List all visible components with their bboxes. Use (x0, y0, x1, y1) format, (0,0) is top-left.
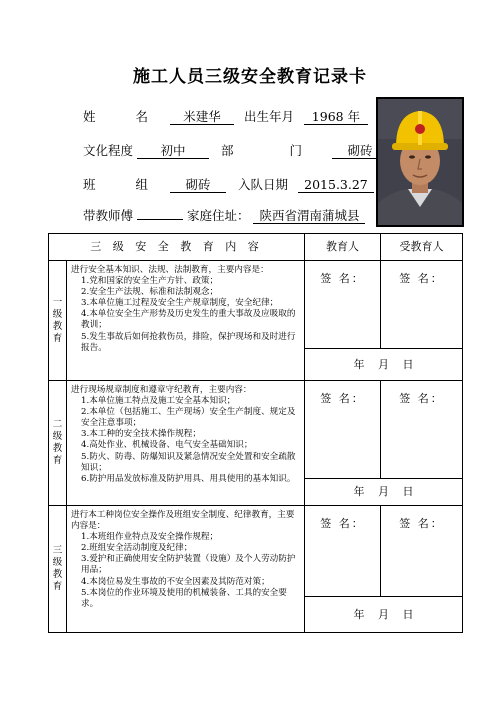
level-3-label (49, 506, 67, 633)
address-value: 陕西省渭南蒲城县 (253, 209, 365, 224)
header-educator: 教育人 (305, 234, 381, 261)
level-2-date[interactable]: 年 月 日 (305, 479, 463, 506)
level-1-date[interactable]: 年 月 日 (305, 349, 463, 381)
edu-value: 初中 (137, 144, 209, 159)
level-1-label (49, 261, 67, 381)
dept-label: 部 门 (220, 143, 328, 158)
level-1-char: 级 (52, 308, 63, 320)
level-2-content (67, 381, 305, 506)
level-3-intro: 进行本工种岗位安全操作及班组安全制度、纪律教育，主要内容是： (71, 510, 295, 532)
education-table (48, 233, 463, 633)
birth-label: 出生年月 (243, 109, 294, 124)
level-3-row (49, 506, 463, 597)
level-2-educatee-sign[interactable] (381, 381, 463, 479)
level-3-item: 3.爱护和正确使用安全防护装置（设施）及个人劳动防护用品； (81, 554, 296, 576)
level-2-label (49, 381, 67, 506)
header-educatee: 受教育人 (381, 234, 463, 261)
level-2-char: 育 (52, 455, 63, 466)
level-2-item: 5.防火、防毒、防爆知识及紧急情况安全处置和安全疏散知识； (81, 451, 296, 473)
mentor-label: 带教师傅 (83, 208, 134, 223)
level-2-item: 1.本单位施工特点及施工安全基本知识； (81, 396, 236, 407)
team-row (83, 175, 374, 193)
header-content: 三 级 安 全 教 育 内 容 (49, 234, 305, 261)
level-1-item: 1.党和国家的安全生产方针、政策； (81, 276, 219, 287)
edu-label: 文化程度 (83, 143, 134, 158)
level-3-date[interactable]: 年 月 日 (305, 597, 463, 633)
level-1-intro: 进行安全基本知识、法规、法制教育，主要内容是： (71, 265, 269, 275)
level-2-item: 4.高处作业、机械设备、电气安全基础知识； (81, 440, 253, 451)
name-value: 米建华 (170, 110, 234, 125)
level-3-content (67, 506, 305, 633)
table-header-row (49, 234, 463, 261)
level-1-char: 育 (52, 332, 63, 344)
birth-value: 1968 年 (304, 110, 368, 125)
level-3-char: 教 (52, 569, 63, 580)
level-1-char: 一 (52, 296, 63, 308)
mentor-row (83, 206, 365, 224)
level-2-char: 教 (52, 443, 63, 454)
level-2-educator-sign[interactable] (305, 381, 381, 479)
join-value: 2015.3.27 (298, 178, 374, 193)
level-1-content (67, 261, 305, 381)
level-3-char: 育 (52, 581, 63, 592)
level-2-char: 二 (52, 419, 63, 430)
level-1-educatee-sign[interactable] (381, 261, 463, 349)
dept-value: 砌砖 (332, 144, 388, 159)
level-3-educator-sign[interactable] (305, 506, 381, 597)
level-1-item: 3.本单位施工过程及安全生产规章制度，安全纪律； (81, 298, 279, 309)
name-label: 姓 名 (83, 109, 166, 124)
level-2-intro: 进行现场规章制度和遵章守纪教育，主要内容： (71, 385, 252, 395)
sign-label: 签 名： (320, 392, 365, 405)
level-3-item: 5.本岗位的作业环境及使用的机械装备、工具的安全要求。 (81, 587, 287, 609)
sign-label: 签 名： (399, 517, 444, 530)
level-3-char: 级 (52, 557, 63, 568)
sign-label: 签 名： (399, 272, 444, 285)
level-1-row (49, 261, 463, 349)
edu-row (83, 141, 388, 159)
address-label: 家庭住址： (186, 208, 250, 223)
worker-photo (376, 97, 464, 227)
level-2-item: 6.防护用品发放标准及防护用具、用具使用的基本知识。 (81, 473, 296, 484)
level-3-educatee-sign[interactable] (381, 506, 463, 597)
level-2-item: 2.本单位（包括施工、生产现场）安全生产制度、规定及安全注意事项； (81, 407, 296, 429)
level-3-item: 1.本班组作业特点及安全操作规程； (81, 532, 219, 543)
name-row (83, 107, 368, 125)
level-2-char: 级 (52, 431, 63, 442)
level-2-item: 3.本工种的安全技术操作规程； (81, 429, 201, 440)
level-1-educator-sign[interactable] (305, 261, 381, 349)
sign-label: 签 名： (320, 272, 365, 285)
sign-label: 签 名： (320, 517, 365, 530)
card-title: 施工人员三级安全教育记录卡 (133, 67, 367, 87)
level-3-char: 三 (52, 545, 63, 556)
join-label: 入队日期 (237, 177, 288, 192)
level-3-item: 4.本岗位易发生事故的不安全因素及其防范对策； (81, 576, 270, 587)
worker-portrait-image (378, 99, 462, 225)
level-1-item: 2.安全生产法规、标准和法制观念； (81, 287, 219, 298)
level-2-row (49, 381, 463, 479)
level-3-item: 2.班组安全活动制度及纪律； (81, 543, 193, 554)
team-value: 砌砖 (170, 178, 226, 193)
sign-label: 签 名： (399, 392, 444, 405)
level-1-char: 教 (52, 320, 63, 332)
team-label: 班 组 (83, 177, 166, 192)
level-1-item: 5.发生事故后如何抢救伤员，排险，保护现场和及时进行报告。 (81, 331, 296, 353)
mentor-value (137, 219, 183, 220)
level-1-item: 4.本单位安全生产形势及历史发生的重大事故及应吸取的教训； (81, 309, 296, 331)
